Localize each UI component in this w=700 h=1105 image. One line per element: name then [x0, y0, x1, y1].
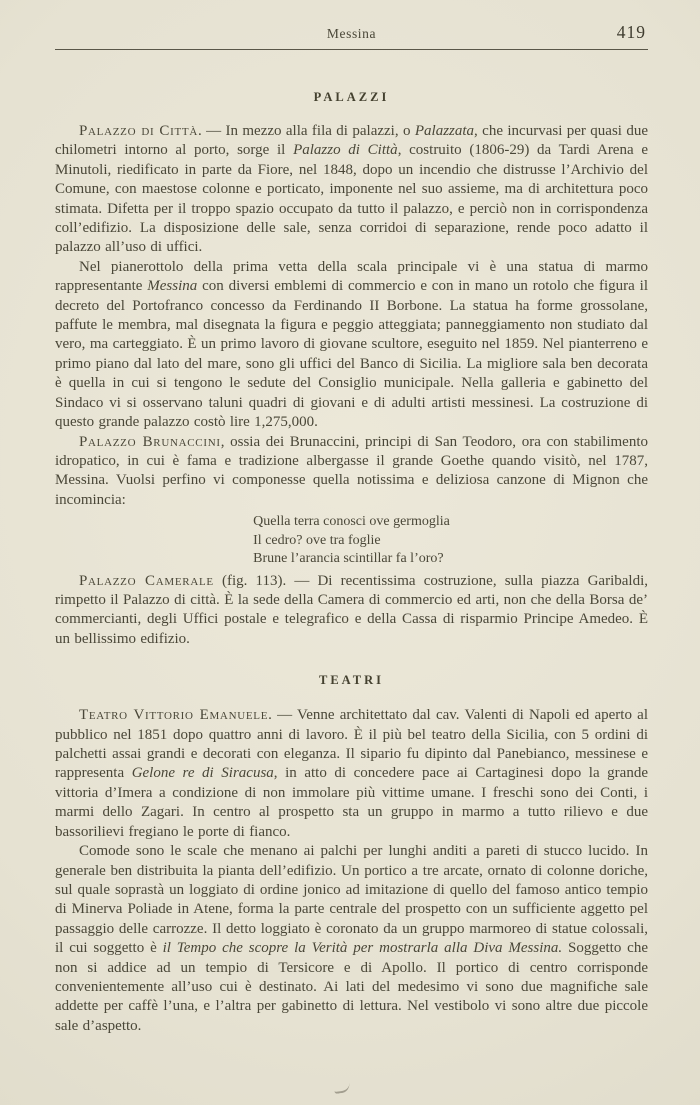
- text-run: Messina: [147, 278, 198, 295]
- text-run: , costruito (1806-29) da Tardi Arena e Minutoli, riedificato in parte da Fiore, nel 1848, dopo un incendio che distrusse l’Archivio del Comune, con maestose colonne e porticato, imponente nel suo assieme, ma di architettura poco stimata. Difetta per il troppo spazio occupato da tutto il palazzo, e perciò non in corrispondenza coll’edifizio. La disposizione delle sale, senza corridoi di separazione, rende poco adatto il palazzo all’uso di uffici.: [55, 142, 649, 256]
- section-heading-palazzi: PALAZZI: [313, 90, 390, 104]
- verse-mignon: [253, 513, 450, 569]
- text-run: Comode sono le scale che menano ai palchi per lunghi anditi a pareti di stucco lucido. In generale ben distribuita la pianta dell’edifizio. Un portico a tre arcate, ornato di colonne doriche, sul quale soprastà un loggiato di ordine jonico ad imitazione di quello del famoso antico tempio di Minerva Poliade in Atene, forma la parte centrale del prospetto con un sufficiente aggetto pel passaggio delle carrozze. Il detto loggiato è coronato da un gruppo marmoreo di statue colossali, il cui soggetto è: [55, 843, 648, 957]
- text-run: Palazzo di Città: [293, 142, 398, 159]
- text-run: Palazzo Brunaccini: [79, 433, 221, 450]
- text-run: , ossia dei Brunaccini, principi di San Teodoro, ora con stabilimento idropatico, in cui è fama e tradizione albergasse il grande Goethe quando visitò, nel 1787, Messina. Vuolsi perfino vi componesse quella notissima e deliziosa canzone di Mignon che incomincia:: [55, 433, 649, 508]
- text-run: con diversi emblemi di commercio e con in mano un rotolo che figura il decreto del Portofranco concesso da Ferdinando II Borbone. La statua ha forme grossolane, paffute le membra, mal disegnata la figura e peggio atteggiata; panneggiamento non studiato dal vero, ma carteggiato. È un primo lavoro di giovane scultore, eseguito nel 1859. Nel pianterreno e primo piano dal lato del mare, sono gli uffici del Banco di Sicilia. La migliore sala ben decorata è quella in cui si tengono le sedute del Consiglio municipale. Nella galleria e gabinetto del Sindaco vi si osservano taluni quadri di giovani e di adulti artisti messinesi. La costruzione di questo grande palazzo costò lire 1,275,000.: [55, 278, 648, 431]
- verse-line: Brune l’arancia scintillar fa l’oro?: [253, 551, 444, 567]
- paragraph-palazzo-di-citta: [55, 122, 648, 258]
- text-run: il Tempo che scopre la Verità per mostrarla alla Diva Messina.: [162, 940, 563, 957]
- text-run: Gelone re di Siracusa: [131, 765, 274, 782]
- paragraph-palazzo-brunaccini: [55, 433, 648, 511]
- verse-line: Il cedro? ove tra foglie: [253, 532, 381, 548]
- page-header: [55, 22, 648, 50]
- text-run: Palazzo Camerale: [79, 572, 214, 589]
- text-run: Teatro Vittorio Emanuele: [79, 707, 269, 724]
- running-head: Messina: [326, 26, 377, 41]
- pencil-mark: [333, 1083, 350, 1094]
- paragraph-teatro-vittorio-2: [55, 842, 648, 1036]
- text-run: Soggetto che non si addice ad un tempio di Tersicore e di Apollo. Il portico di centro corrisponde convenientemente all’uso cui è destinato. Ai lati del medesimo vi sono due magnifiche sale addette per caffè l’una, e l’altra per gabinetto di lettura. Nel vestibolo vi sono altre due piccole sale d’aspetto.: [55, 940, 648, 1034]
- text-run: Palazzata: [414, 123, 475, 139]
- paragraph-teatro-vittorio-1: [55, 706, 648, 842]
- text-run: . — In mezzo alla fila di palazzi, o: [197, 123, 415, 139]
- page-body: [55, 90, 648, 1036]
- section-heading-teatri: TEATRI: [318, 673, 384, 688]
- text-run: , in atto di concedere pace ai Cartaginesi dopo la grande vittoria d’Imera a condizione di non immolare più vittime umane. I freschi sono dei Conti, i marmi dello Zagari. In centro al prospetto sta un gruppo in marmo a tutto rilievo e due bassorilievi fregiano le porte di fianco.: [55, 765, 648, 840]
- verse-line: Quella terra conosci ove germoglia: [253, 514, 450, 530]
- text-run: , che incurvasi per quasi due chilometri intorno al porto, sorge il: [55, 123, 648, 159]
- text-run: Palazzo di Città: [79, 123, 198, 139]
- text-run: (fig. 113). — Di recentissima costruzione, sulla piazza Garibaldi, rimpetto il Palazzo di città. È la sede della Camera di commercio ed arti, non che della Borsa de’ commercianti, degli Uffici postale e telegrafico e della Cassa di risparmio Principe Amedeo. È un bellissimo edifizio.: [55, 572, 648, 647]
- page-number: 419: [616, 22, 646, 42]
- text-run: Nel pianerottolo della prima vetta della scala principale vi è una statua di marmo rappresentante: [55, 258, 648, 295]
- text-run: . — Venne architettato dal cav. Valenti di Napoli ed aperto al pubblico nel 1851 dopo quattro anni di lavoro. È il più bel teatro della Sicilia, con 5 ordini di palchetti assai grandi e decorati con eleganza. Il sipario fu dipinto dal Panebianco, messinese e rappresenta: [55, 707, 648, 782]
- paragraph-statua-messina: [55, 258, 648, 433]
- paragraph-palazzo-camerale: [55, 572, 648, 650]
- header-rule: [55, 49, 648, 50]
